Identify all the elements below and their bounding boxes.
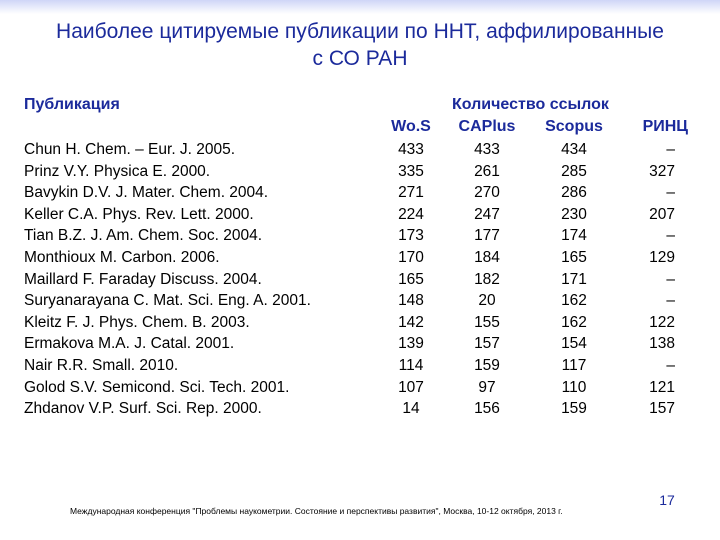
wos-cell: 271 — [398, 184, 424, 202]
caplus-cell: 20 — [478, 292, 496, 310]
rinc-column — [620, 139, 675, 420]
scopus-cell: 110 — [561, 378, 587, 396]
scopus-cell: 174 — [561, 227, 587, 245]
publication-cell: Zhdanov V.P. Surf. Sci. Rep. 2000. — [24, 400, 262, 418]
caplus-cell: 433 — [474, 141, 500, 158]
citations-group-header: Количество ссылок — [452, 96, 609, 113]
publication-cell: Chun H. Chem. – Eur. J. 2005. — [24, 141, 236, 158]
scopus-column — [536, 139, 612, 420]
publication-cell: Nair R.R. Small. 2010. — [24, 356, 179, 374]
publication-column — [24, 139, 374, 420]
wos-column — [382, 139, 440, 420]
wos-cell: 165 — [398, 270, 424, 288]
wos-cell: 433 — [398, 141, 424, 158]
publication-cell: Keller C.A. Phys. Rev. Lett. 2000. — [24, 205, 254, 223]
caplus-cell: 247 — [474, 205, 500, 223]
caplus-cell: 157 — [474, 335, 500, 353]
rinc-cell: 138 — [649, 335, 675, 353]
top-gradient-bar — [0, 0, 720, 14]
wos-cell: 335 — [398, 162, 424, 180]
rinc-column-header: РИНЦ — [642, 118, 688, 135]
rinc-cell: – — [666, 184, 675, 202]
publication-cell: Monthioux M. Carbon. 2006. — [24, 248, 220, 266]
publication-cell: Tian B.Z. J. Am. Chem. Soc. 2004. — [24, 227, 263, 245]
caplus-cell: 177 — [474, 227, 500, 245]
wos-cell: 224 — [398, 205, 424, 223]
scopus-cell: 154 — [561, 335, 587, 353]
scopus-cell: 286 — [561, 184, 587, 202]
publication-cell: Bavykin D.V. J. Mater. Chem. 2004. — [24, 184, 269, 202]
wos-cell: 114 — [398, 356, 424, 374]
wos-cell: 173 — [398, 227, 424, 245]
rinc-cell: 207 — [649, 205, 675, 223]
wos-column-header: Wo.S — [391, 118, 431, 135]
caplus-cell: 97 — [478, 378, 496, 396]
caplus-cell: 156 — [474, 400, 500, 418]
wos-cell: 170 — [398, 248, 424, 266]
scopus-cell: 162 — [561, 292, 587, 310]
rinc-cell: 122 — [649, 313, 675, 331]
publication-column-header: Публикация — [24, 96, 120, 113]
rinc-cell: 157 — [649, 400, 675, 418]
rinc-cell: – — [666, 270, 675, 288]
rinc-cell: – — [666, 356, 675, 374]
rinc-cell: – — [666, 141, 675, 158]
conference-footer: Международная конференция "Проблемы наукометрии. Состояние и перспективы развития", Москва, 10-12 октября, 2013 г. — [70, 506, 563, 516]
slide-title-line-1: Наиболее цитируемые публикации по ННТ, аффилированные — [56, 20, 664, 43]
caplus-column-header: CAPlus — [458, 118, 516, 135]
scopus-cell: 434 — [561, 141, 587, 158]
scopus-cell: 285 — [561, 162, 587, 180]
rinc-cell: 327 — [649, 162, 675, 180]
scopus-cell: 159 — [561, 400, 587, 418]
wos-cell: 14 — [402, 400, 420, 418]
caplus-cell: 159 — [474, 356, 500, 374]
publication-cell: Golod S.V. Semicond. Sci. Tech. 2001. — [24, 378, 290, 396]
rinc-cell: – — [666, 292, 675, 310]
wos-cell: 107 — [398, 378, 424, 396]
publication-cell: Maillard F. Faraday Discuss. 2004. — [24, 270, 262, 288]
caplus-cell: 155 — [474, 313, 500, 331]
publication-cell: Suryanarayana C. Mat. Sci. Eng. A. 2001. — [24, 292, 311, 310]
publication-cell: Ermakova M.A. J. Catal. 2001. — [24, 335, 235, 353]
rinc-cell: – — [666, 227, 675, 245]
wos-cell: 148 — [398, 292, 424, 310]
slide-title — [0, 18, 720, 72]
wos-cell: 139 — [398, 335, 424, 353]
caplus-cell: 270 — [474, 184, 500, 202]
wos-cell: 142 — [398, 313, 424, 331]
caplus-column — [451, 139, 523, 420]
page-number: 17 — [659, 492, 675, 508]
rinc-cell: 129 — [649, 248, 675, 266]
scopus-cell: 117 — [561, 356, 587, 374]
caplus-cell: 261 — [474, 162, 500, 180]
scopus-cell: 171 — [561, 270, 587, 288]
rinc-cell: 121 — [649, 378, 675, 396]
slide-title-line-2: с СО РАН — [312, 47, 408, 70]
publication-cell: Kleitz F. J. Phys. Chem. B. 2003. — [24, 313, 250, 331]
caplus-cell: 184 — [474, 248, 500, 266]
scopus-column-header: Scopus — [545, 118, 603, 135]
caplus-cell: 182 — [474, 270, 500, 288]
scopus-cell: 165 — [561, 248, 587, 266]
scopus-cell: 230 — [561, 205, 587, 223]
publication-cell: Prinz V.Y. Physica E. 2000. — [24, 162, 211, 180]
scopus-cell: 162 — [561, 313, 587, 331]
